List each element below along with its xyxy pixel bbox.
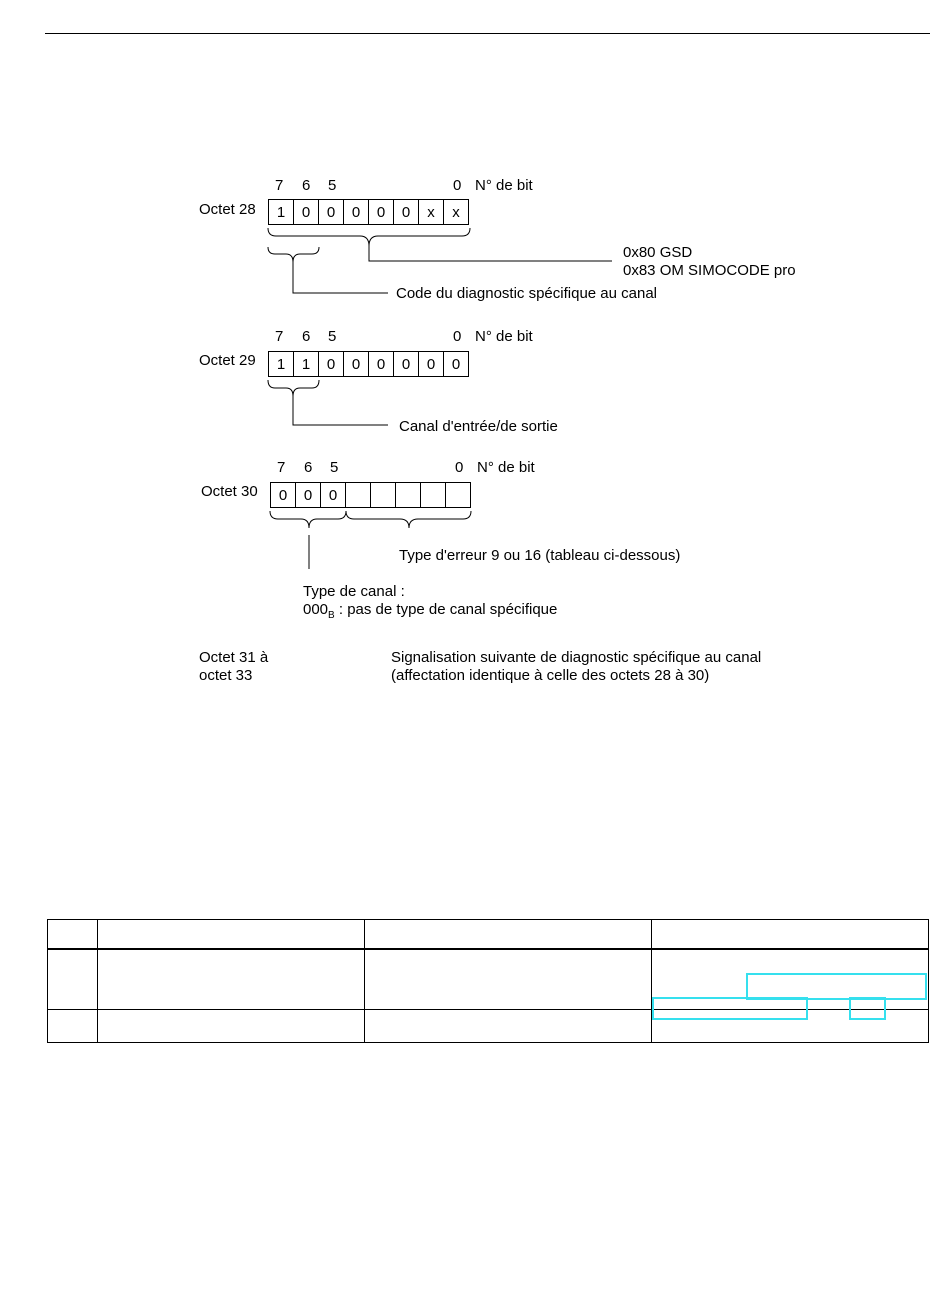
table-header-cell xyxy=(98,920,365,950)
octet30-bit6: 0 xyxy=(296,483,321,507)
bit-number-label: N° de bit xyxy=(475,328,533,345)
brace-octet28-all xyxy=(268,228,470,246)
octet30-error-type-label: Type d'erreur 9 ou 16 (tableau ci-dessous) xyxy=(399,547,681,564)
octet28-bit0: x xyxy=(452,203,460,221)
octet30-channel-type-title: Type de canal : xyxy=(303,583,405,600)
brace-octet30-error xyxy=(346,511,471,528)
channel-type-subscript: B xyxy=(328,610,335,621)
octet29-bit3: 0 xyxy=(369,352,394,376)
octet30-channel-type-line xyxy=(303,601,557,625)
octet29-bit2: 0 xyxy=(394,352,419,376)
table-header-cell xyxy=(652,920,929,950)
octet29-bit5: 0 xyxy=(319,352,344,376)
highlight-box xyxy=(849,997,886,1020)
octet29-bit0: 0 xyxy=(451,355,461,373)
connector-octet28-gsd xyxy=(369,246,612,261)
octet29-bit-row xyxy=(268,351,469,377)
table-cell xyxy=(365,949,652,1010)
octet30-bit4 xyxy=(346,483,371,507)
bit-number-0: 0 xyxy=(453,177,462,194)
octet30-label: Octet 30 xyxy=(201,483,258,500)
octet29-bit7: 1 xyxy=(269,352,294,376)
table-header-cell xyxy=(365,920,652,950)
octet28-label: Octet 28 xyxy=(199,201,256,218)
bit-number-6: 6 xyxy=(302,328,311,345)
octet28-bit6: 0 xyxy=(294,200,319,224)
table-header-row xyxy=(48,920,929,950)
octet31-desc-line1: Signalisation suivante de diagnostic spécifique au canal xyxy=(391,649,762,666)
bit-number-6: 6 xyxy=(304,459,313,476)
bit-number-label: N° de bit xyxy=(477,459,535,476)
octet30-bit-row xyxy=(270,482,471,508)
highlight-box xyxy=(746,973,927,1000)
table-cell xyxy=(98,1010,365,1043)
bit-number-7: 7 xyxy=(277,459,286,476)
brace-octet28-code xyxy=(268,247,319,262)
bit-number-7: 7 xyxy=(275,177,284,194)
octet31-label-line1: Octet 31 à xyxy=(199,649,269,666)
bit-number-6: 6 xyxy=(302,177,311,194)
connector-octet29 xyxy=(293,396,388,425)
octet28-note-om: 0x83 OM SIMOCODE pro xyxy=(623,262,796,279)
channel-type-desc: : pas de type de canal spécifique xyxy=(334,601,558,618)
table-header-cell xyxy=(48,920,98,950)
octet29-bit6: 1 xyxy=(294,352,319,376)
table-cell xyxy=(365,1010,652,1043)
octet28-bit3: 0 xyxy=(369,200,394,224)
bit-number-0: 0 xyxy=(453,328,462,345)
octet31-desc-line2: (affectation identique à celle des octets 28 à 30) xyxy=(391,667,710,684)
octet29-bit4: 0 xyxy=(344,352,369,376)
table-cell xyxy=(48,1010,98,1043)
channel-type-value: 000 xyxy=(303,601,329,618)
octet28-note-gsd: 0x80 GSD xyxy=(623,244,693,261)
bit-number-5: 5 xyxy=(328,328,337,345)
bit-number-7: 7 xyxy=(275,328,284,345)
brace-octet30-type xyxy=(270,511,346,528)
bit-number-5: 5 xyxy=(328,177,337,194)
octet30-bit1 xyxy=(421,483,446,507)
octet30-bit2 xyxy=(396,483,421,507)
octet28-bit7: 1 xyxy=(269,200,294,224)
octet28-bit5: 0 xyxy=(319,200,344,224)
octet28-bit1: x xyxy=(419,200,444,224)
octet28-code-label: Code du diagnostic spécifique au canal xyxy=(396,285,658,302)
bit-number-label: N° de bit xyxy=(475,177,533,194)
octet29-label: Octet 29 xyxy=(199,352,256,369)
octet29-channel-label: Canal d'entrée/de sortie xyxy=(399,418,558,435)
octet28-bit4: 0 xyxy=(344,200,369,224)
octet29-bit1: 0 xyxy=(419,352,444,376)
octet30-bit0 xyxy=(446,483,470,507)
brace-octet29 xyxy=(268,380,319,396)
bit-number-5: 5 xyxy=(330,459,339,476)
table-cell xyxy=(48,949,98,1010)
bit-number-0: 0 xyxy=(455,459,464,476)
octet30-bit3 xyxy=(371,483,396,507)
highlight-box xyxy=(652,997,808,1020)
octet30-bit7: 0 xyxy=(271,483,296,507)
table-cell xyxy=(98,949,365,1010)
octet28-bit-row xyxy=(268,199,469,225)
octet31-label-line2: octet 33 xyxy=(199,667,253,684)
connector-octet28-code xyxy=(293,262,388,293)
octet28-bit2: 0 xyxy=(394,200,419,224)
octet30-bit5: 0 xyxy=(321,483,346,507)
